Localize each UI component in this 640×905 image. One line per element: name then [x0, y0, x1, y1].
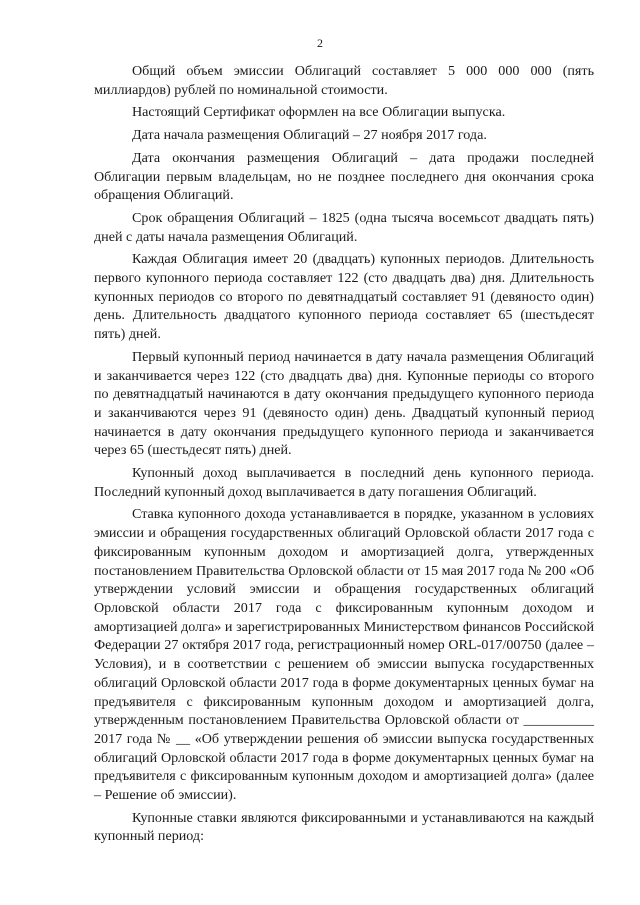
paragraph-placement-end: Дата окончания размещения Облигаций – дата продажи последней Облигации первым владельцам, но не позднее последнего дня окончания срока обращения Облигаций. — [94, 149, 594, 204]
paragraph-placement-start: Дата начала размещения Облигаций – 27 ноября 2017 года. — [132, 127, 487, 144]
paragraph-emission-volume: Общий объем эмиссии Облигаций составляет 5 000 000 000 (пять миллиардов) рублей по номинальной стоимости. — [94, 63, 594, 98]
page-number: 2 — [317, 36, 323, 50]
paragraph-coupon-payment: Купонный доход выплачивается в последний день купонного периода. Последний купонный доход выплачивается в дату погашения Облигаций. — [94, 465, 594, 500]
document-body — [94, 62, 594, 846]
paragraph-coupon-rate: Ставка купонного дохода устанавливается в порядке, указанном в условиях эмиссии и обращения государственных облигаций Орловской области 2017 года с фиксированным купонным доходом и амортизацией долга, утвержденных постановлением Правительства Орловской области от 15 мая 2017 года № 200 «Об утверждении условий эмиссии и обращения государственных облигаций Орловской области 2017 года с фиксированным купонным доходом и амортизацией долга» и зарегистрированных Министерством финансов Российской Федерации 27 октября 2017 года, регистрационный номер ORL-017/00750 (далее – Условия), и в соответствии с решением об эмиссии выпуска государственных облигаций Орловской области 2017 года в форме документарных ценных бумаг на предъявителя с фиксированным купонным доходом и амортизацией долга, утвержденным постановлением Правительства Орловской области от __________ 2017 года № __ «Об утверждении решения об эмиссии выпуска государственных облигаций Орловской области 2017 года в форме документарных ценных бумаг на предъявителя с фиксированным купонным доходом и амортизацией долга» (далее – Решение об эмиссии). — [94, 506, 594, 804]
paragraph-certificate: Настоящий Сертификат оформлен на все Облигации выпуска. — [132, 104, 506, 121]
paragraph-coupon-periods: Каждая Облигация имеет 20 (двадцать) купонных периодов. Длительность первого купонного периода составляет 122 (сто двадцать два) дня. Длительность купонных периодов со второго по девятнадцатый составляет 91 (девяносто один) день. Длительность двадцатого купонного периода составляет 65 (шестьдесят пять) дней. — [94, 251, 594, 343]
paragraph-circulation-term: Срок обращения Облигаций – 1825 (одна тысяча восемьсот двадцать пять) дней с даты начала размещения Облигаций. — [94, 209, 594, 245]
paragraph-coupon-schedule: Первый купонный период начинается в дату начала размещения Облигаций и заканчивается через 122 (сто двадцать два) дня. Купонные периоды со второго по девятнадцатый начинаются в дату окончания предыдущего купонного периода и заканчиваются через 91 (девяносто один) день. Двадцатый купонный период начинается в дату окончания предыдущего купонного периода и заканчивается через 65 (шестьдесят пять) дней. — [94, 348, 594, 459]
paragraph-fixed-rates: Купонные ставки являются фиксированными и устанавливаются на каждый купонный период: — [94, 809, 594, 845]
